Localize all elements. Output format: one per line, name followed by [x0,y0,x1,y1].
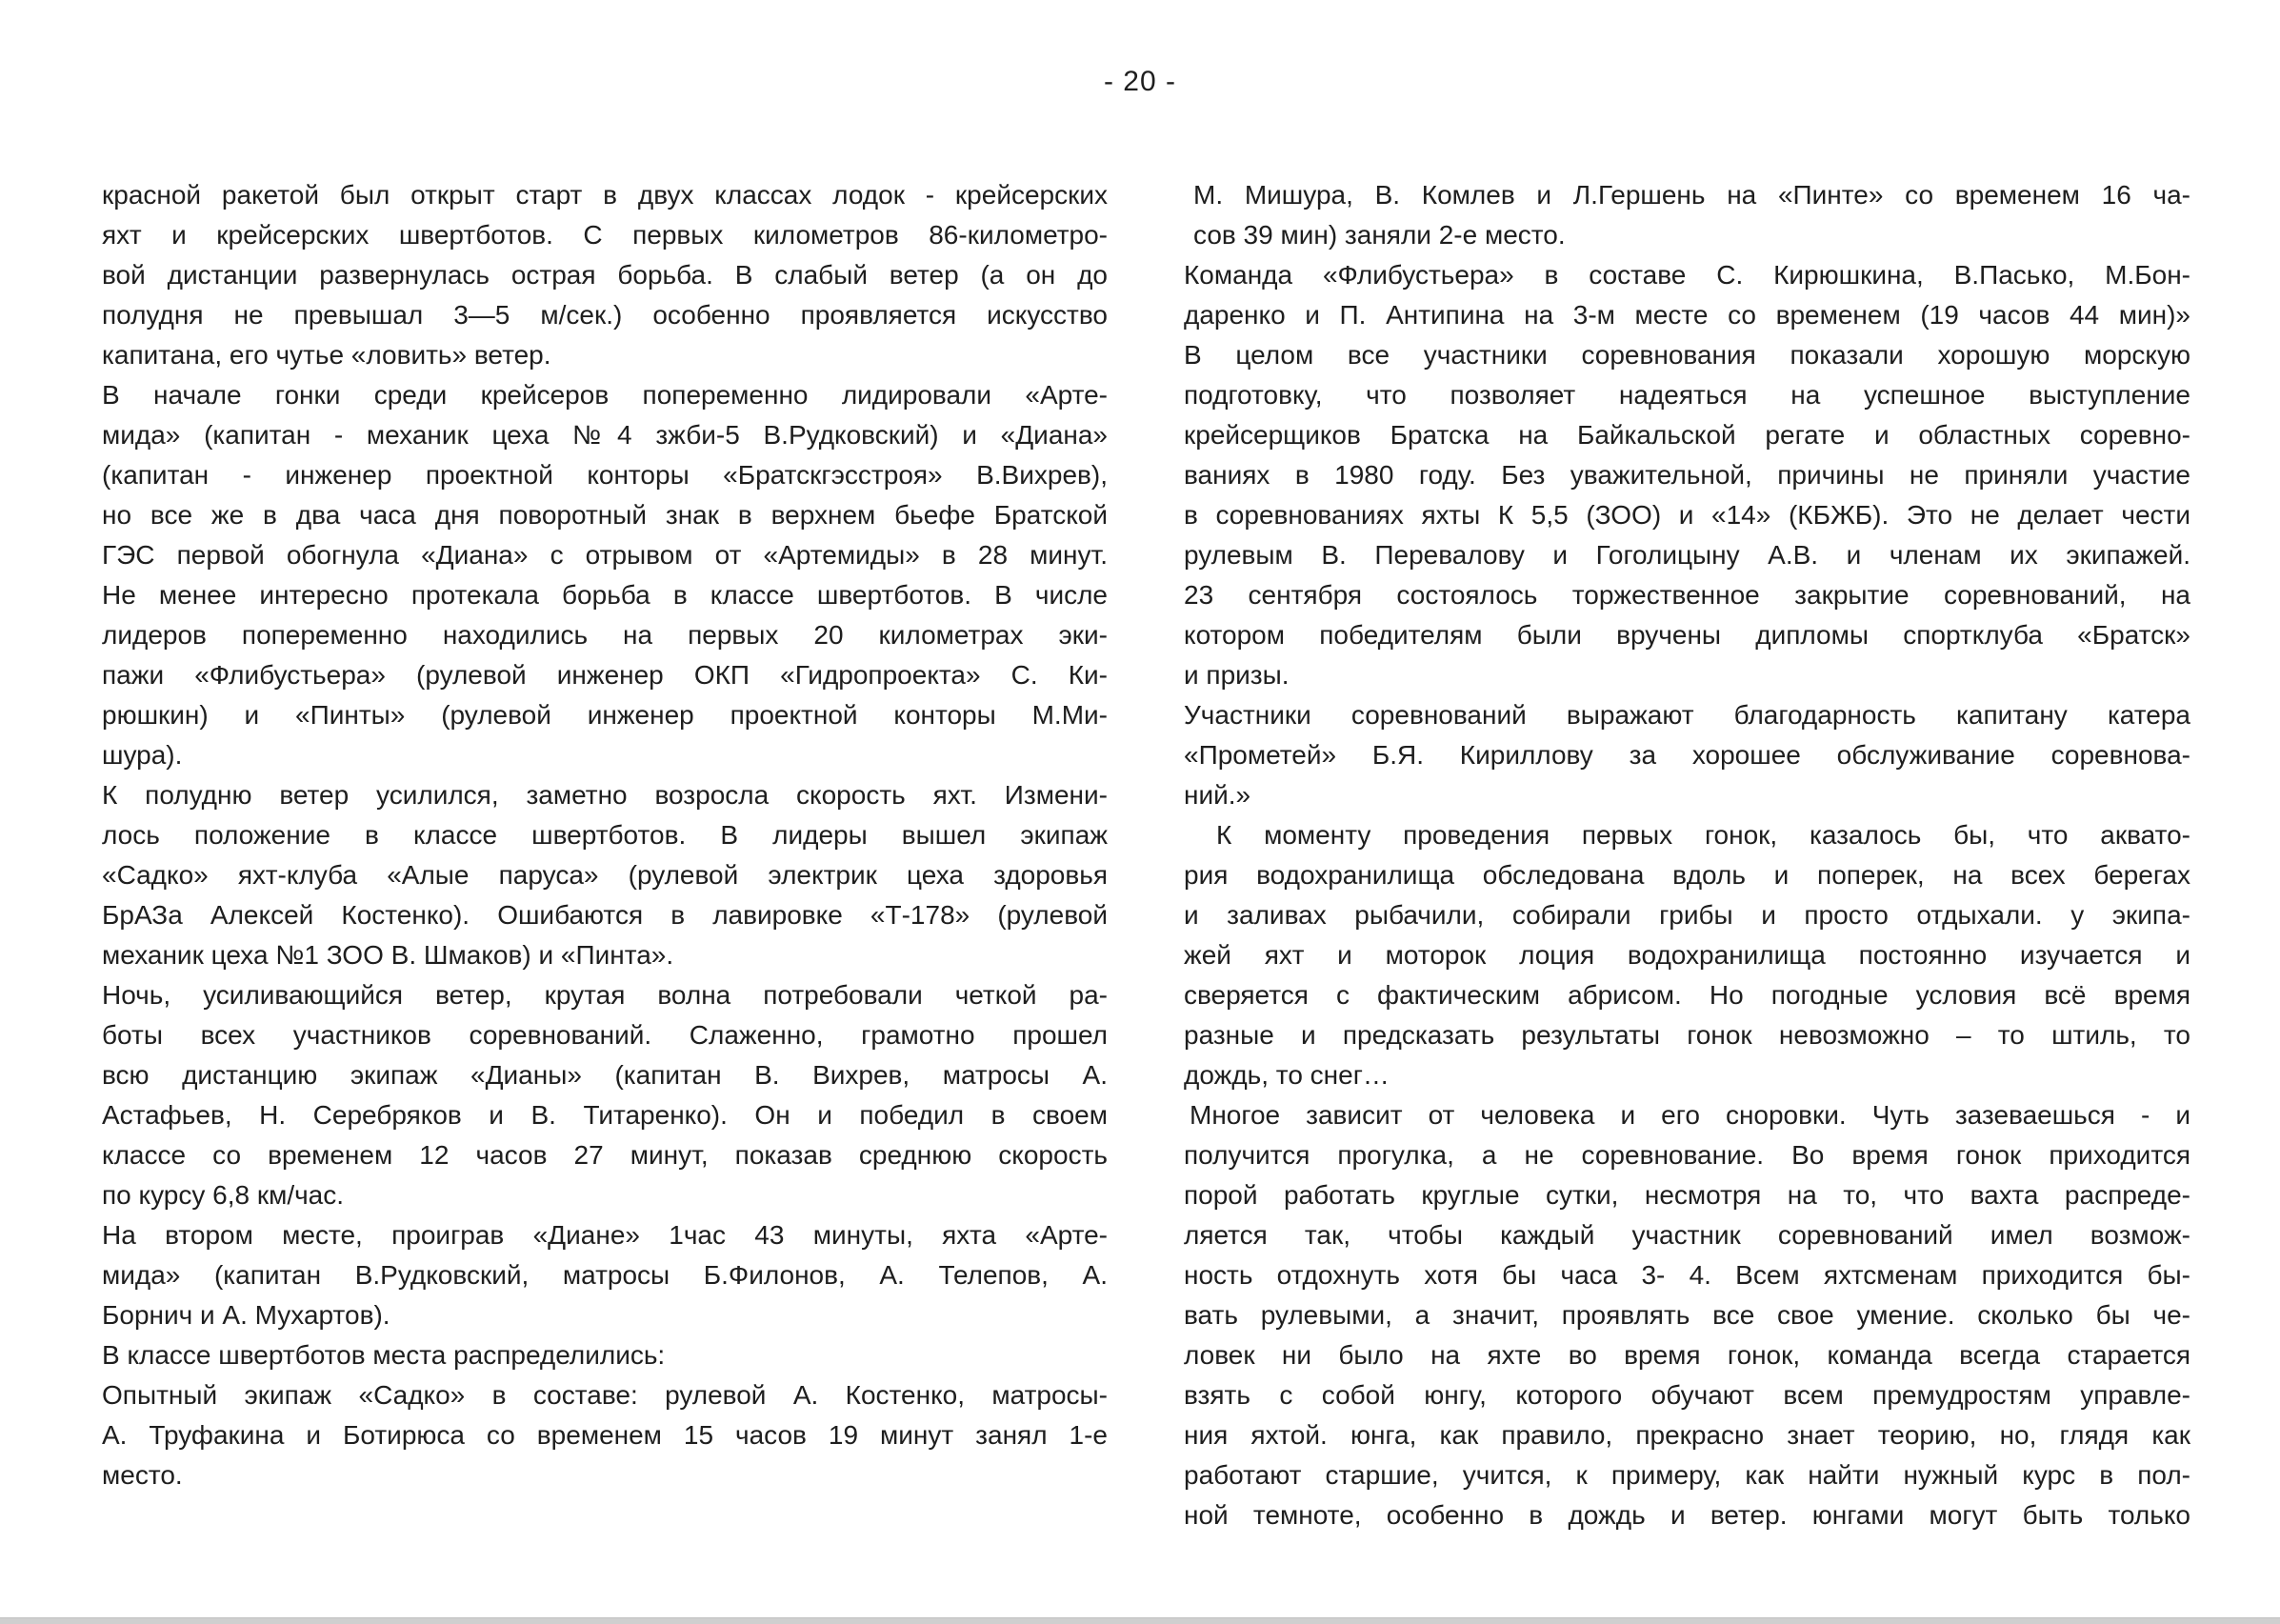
text-line: даренко и П. Антипина на 3-м месте со временем (19 часов 44 мин)» [1184,300,2190,330]
text-line: ний.» [1184,780,1251,810]
text-line: ловек ни было на яхте во время гонок, команда всегда старается [1184,1340,2190,1370]
text-line: лидеров попеременно находились на первых 20 километрах эки- [102,620,1108,650]
text-line: по курсу 6,8 км/час. [102,1180,345,1210]
text-line: «Садко» яхт-клуба «Алые паруса» (рулевой электрик цеха здоровья [102,860,1108,890]
text-line: всю дистанцию экипаж «Дианы» (капитан В. Вихрев, матросы А. [102,1060,1108,1090]
text-line: яхт и крейсерских швертботов. С первых километров 86-километро- [102,220,1108,250]
text-line: (капитан - инженер проектной конторы «Братскгэсстроя» В.Вихрев), [102,460,1108,490]
text-line: крейсерщиков Братска на Байкальской регате и областных соревно- [1184,420,2190,450]
text-line: ния яхтой. юнга, как правило, прекрасно знает теорию, но, глядя как [1184,1420,2190,1450]
text-line: ваниях в 1980 году. Без уважительной, причины не приняли участие [1184,460,2190,490]
text-line: рюшкин) и «Пинты» (рулевой инженер проектной конторы М.Ми- [102,700,1108,730]
text-line: В классе швертботов места распределились: [102,1340,666,1370]
left-text-column [102,175,1108,1495]
text-line: красной ракетой был открыт старт в двух классах лодок - крейсерских [102,180,1108,210]
text-line: Опытный экипаж «Садко» в составе: рулевой А. Костенко, матросы- [102,1380,1108,1410]
text-line: вать рулевыми, а значит, проявлять все свое умение. сколько бы че- [1184,1300,2190,1330]
text-line: котором победителям были вручены дипломы спортклуба «Братск» [1184,620,2190,650]
text-line: порой работать круглые сутки, несмотря на то, что вахта распреде- [1184,1180,2190,1210]
text-line: лось положение в классе швертботов. В лидеры вышел экипаж [102,820,1108,850]
bottom-edge-bar [0,1617,2280,1624]
text-line: капитана, его чутье «ловить» ветер. [102,340,551,370]
text-line: вой дистанции развернулась острая борьба. В слабый ветер (а он до [102,260,1108,290]
text-line: А. Труфакина и Ботирюса со временем 15 часов 19 минут занял 1-е [102,1420,1108,1450]
text-line: На втором месте, проиграв «Диане» 1час 43 минуты, яхта «Арте- [102,1220,1108,1250]
right-text-column [1184,175,2190,1535]
text-line: 23 сентября состоялось торжественное закрытие соревнований, на [1184,580,2190,610]
text-line: К моменту проведения первых гонок, казалось бы, что аквато- [1216,820,2190,850]
text-line: БрАЗа Алексей Костенко). Ошибаются в лавировке «Т-178» (рулевой [102,900,1108,930]
text-line: мида» (капитан - механик цеха №4 зжби-5 В.Рудковский) и «Диана» [102,420,1108,450]
text-line: шура). [102,740,183,770]
text-line: В целом все участники соревнования показали хорошую морскую [1184,340,2190,370]
text-line: Не менее интересно протекала борьба в классе швертботов. В числе [102,580,1108,610]
text-line: сов 39 мин) заняли 2-е место. [1193,220,1566,250]
text-line: ГЭС первой обогнула «Диана» с отрывом от «Артемиды» в 28 минут. [102,540,1108,570]
text-line: сверяется с фактическим абрисом. Но погодные условия всё время [1184,980,2190,1010]
text-line: Астафьев, Н. Серебряков и В. Титаренко). Он и победил в своем [102,1100,1108,1130]
text-line: Ночь, усиливающийся ветер, крутая волна потребовали четкой ра- [102,980,1108,1010]
text-line: рулевым В. Перевалову и Гоголицыну А.В. и членам их экипажей. [1184,540,2190,570]
text-line: В начале гонки среди крейсеров попеременно лидировали «Арте- [102,380,1108,410]
text-line: механик цеха №1 ЗОО В. Шмаков) и «Пинта». [102,940,674,970]
text-line: дождь, то снег… [1184,1060,1390,1090]
text-line: жей яхт и моторок лоция водохранилища постоянно изучается и [1184,940,2190,970]
text-line: ляется так, чтобы каждый участник соревнований имел возмож- [1184,1220,2190,1250]
text-line: «Прометей» Б.Я. Кириллову за хорошее обслуживание соревнова- [1184,740,2190,770]
text-line: разные и предсказать результаты гонок невозможно – то штиль, то [1184,1020,2190,1050]
text-line: М. Мишура, В. Комлев и Л.Гершень на «Пинте» со временем 16 ча- [1193,180,2190,210]
text-line: Многое зависит от человека и его сноровки. Чуть зазеваешься - и [1190,1100,2190,1130]
text-line: мида» (капитан В.Рудковский, матросы Б.Филонов, А. Телепов, А. [102,1260,1108,1290]
text-line: и заливах рыбачили, собирали грибы и просто отдыхали. у экипа- [1184,900,2190,930]
text-line: К полудню ветер усилился, заметно возросла скорость яхт. Измени- [102,780,1108,810]
text-line: Борнич и А. Мухартов). [102,1300,390,1330]
text-line: место. [102,1460,183,1490]
text-line: ность отдохнуть хотя бы часа 3- 4. Всем яхтсменам приходится бы- [1184,1260,2190,1290]
text-line: пажи «Флибустьера» (рулевой инженер ОКП «Гидропроекта» С. Ки- [102,660,1108,690]
text-line: работают старшие, учится, к примеру, как найти нужный курс в пол- [1184,1460,2190,1490]
text-line: полудня не превышал 3—5 м/сек.) особенно проявляется искусство [102,300,1108,330]
text-line: получится прогулка, а не соревнование. Во время гонок приходится [1184,1140,2190,1170]
text-line: рия водохранилища обследована вдоль и поперек, на всех берегах [1184,860,2190,890]
text-line: но все же в два часа дня поворотный знак в верхнем бьефе Братской [102,500,1108,530]
text-line: боты всех участников соревнований. Слаженно, грамотно прошел [102,1020,1108,1050]
page-number: - 20 - [1103,66,1177,97]
text-line: взять с собой юнгу, которого обучают всем премудростям управле- [1184,1380,2190,1410]
text-line: подготовку, что позволяет надеяться на успешное выступление [1184,380,2190,410]
text-line: и призы. [1184,660,1290,690]
text-line: в соревнованиях яхты К 5,5 (ЗОО) и «14» (КБЖБ). Это не делает чести [1184,500,2190,530]
text-line: ной темноте, особенно в дождь и ветер. юнгами могут быть только [1184,1500,2190,1530]
text-line: Команда «Флибустьера» в составе С. Кирюшкина, В.Пасько, М.Бон- [1184,260,2190,290]
text-line: Участники соревнований выражают благодарность капитану катера [1184,700,2190,730]
text-line: классе со временем 12 часов 27 минут, показав среднюю скорость [102,1140,1108,1170]
